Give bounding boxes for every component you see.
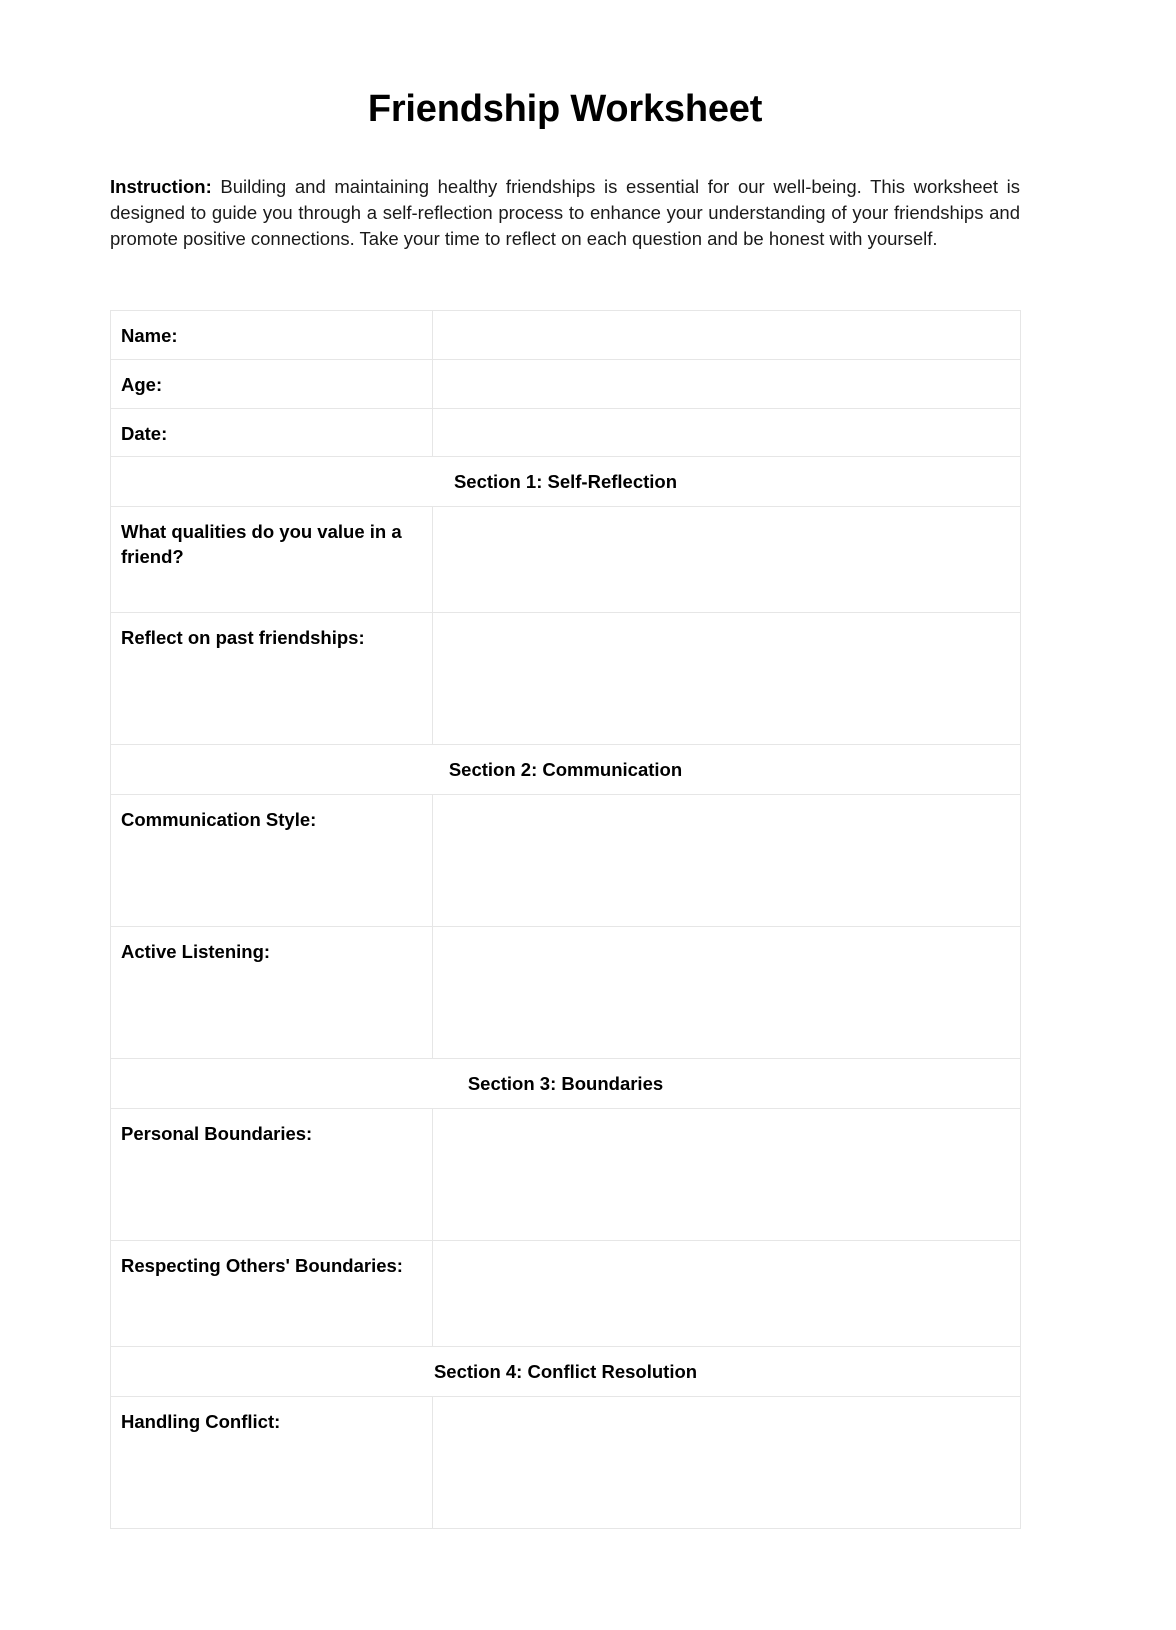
- page-title: Friendship Worksheet: [367, 88, 763, 130]
- section-header-row: [111, 745, 1021, 795]
- question-label-active-listening: Active Listening:: [111, 927, 433, 1059]
- section-header-row: [111, 1059, 1021, 1109]
- table-row: [111, 1241, 1021, 1347]
- field-label-age: Age:: [111, 360, 433, 409]
- table-row: [111, 795, 1021, 927]
- table-row: [111, 1397, 1021, 1529]
- question-label-qualities: What qualities do you value in a friend?: [111, 507, 433, 613]
- answer-input-communication-style[interactable]: [433, 795, 1021, 927]
- section-heading-self-reflection: Section 1: Self-Reflection: [111, 457, 1021, 507]
- section-heading-boundaries: Section 3: Boundaries: [111, 1059, 1021, 1109]
- section-header-row: [111, 1347, 1021, 1397]
- section-heading-conflict-resolution: Section 4: Conflict Resolution: [111, 1347, 1021, 1397]
- instruction-label: Instruction:: [110, 175, 212, 197]
- answer-input-respecting-boundaries[interactable]: [433, 1241, 1021, 1347]
- table-row: [111, 927, 1021, 1059]
- table-row: [111, 507, 1021, 613]
- field-input-age[interactable]: [433, 360, 1021, 409]
- answer-input-past-friendships[interactable]: [433, 613, 1021, 745]
- answer-input-qualities[interactable]: [433, 507, 1021, 613]
- page-content: [110, 0, 1020, 1529]
- instruction-paragraph: [110, 132, 1020, 253]
- question-label-personal-boundaries: Personal Boundaries:: [111, 1109, 433, 1241]
- field-label-date: Date:: [111, 408, 433, 457]
- field-input-name[interactable]: [433, 311, 1021, 360]
- table-row: [111, 1109, 1021, 1241]
- field-label-name: Name:: [111, 311, 433, 360]
- table-row: [111, 360, 1021, 409]
- table-row: [111, 408, 1021, 457]
- answer-input-personal-boundaries[interactable]: [433, 1109, 1021, 1241]
- question-label-past-friendships: Reflect on past friendships:: [111, 613, 433, 745]
- question-label-handling-conflict: Handling Conflict:: [111, 1397, 433, 1529]
- field-input-date[interactable]: [433, 408, 1021, 457]
- answer-input-active-listening[interactable]: [433, 927, 1021, 1059]
- section-header-row: [111, 457, 1021, 507]
- question-label-communication-style: Communication Style:: [111, 795, 433, 927]
- table-row: [111, 311, 1021, 360]
- table-row: [111, 613, 1021, 745]
- worksheet-table: [110, 310, 1021, 1529]
- instruction-body: Building and maintaining healthy friendships is essential for our well-being. This worksheet is designed to guide you through a self-reflection process to enhance your understanding of your friendships and promote positive connections. Take your time to reflect on each question and be honest with yourself.: [110, 175, 1020, 250]
- answer-input-handling-conflict[interactable]: [433, 1397, 1021, 1529]
- question-label-respecting-boundaries: Respecting Others' Boundaries:: [111, 1241, 433, 1347]
- section-heading-communication: Section 2: Communication: [111, 745, 1021, 795]
